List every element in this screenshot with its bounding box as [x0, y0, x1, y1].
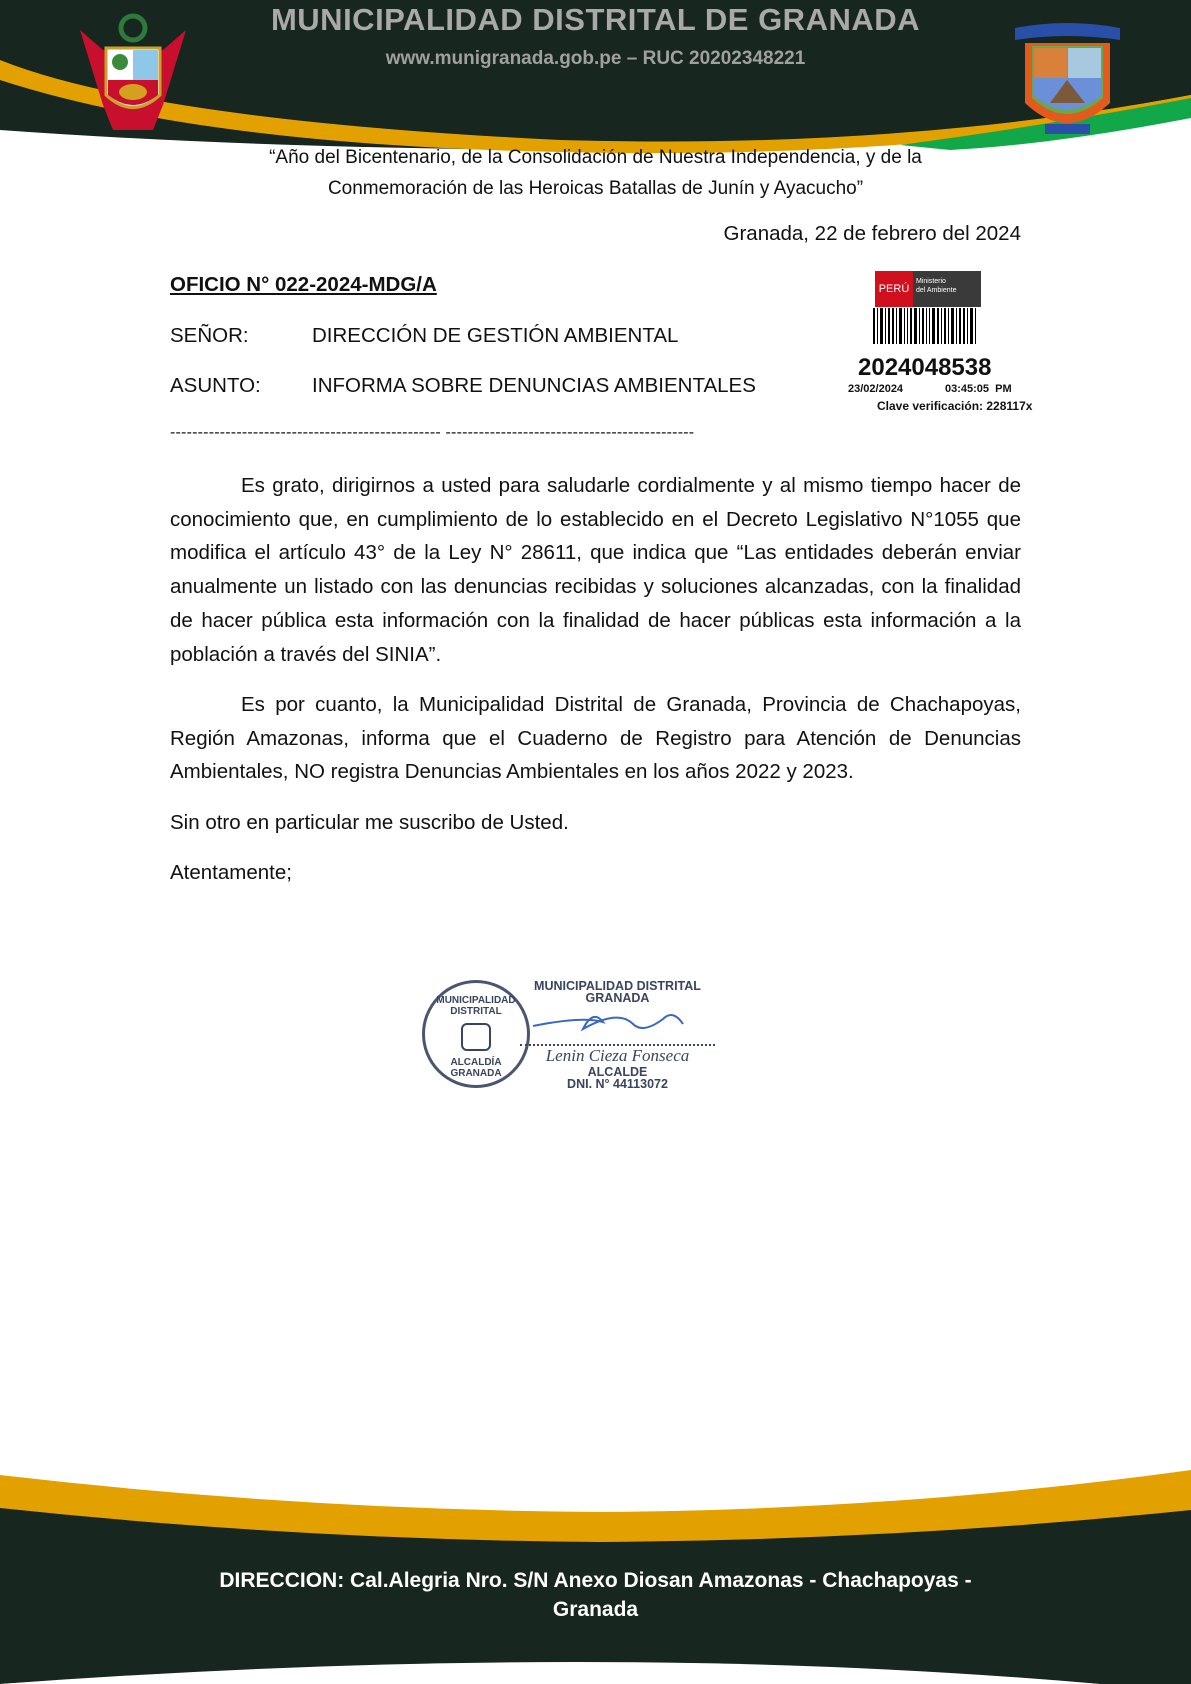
recipient-label: SEÑOR:	[170, 324, 249, 347]
footer-address	[0, 1566, 1191, 1624]
barcode-bar	[904, 308, 905, 344]
year-motto	[0, 142, 1191, 204]
registry-time: 03:45:05 PM	[945, 383, 1012, 395]
barcode-bar	[959, 308, 961, 344]
barcode-bar	[932, 308, 935, 344]
signatory-title: ALCALDE	[587, 1065, 648, 1079]
barcode-bar	[880, 308, 883, 344]
signature-org: MUNICIPALIDAD DISTRITAL	[534, 979, 701, 993]
registry-number: 2024048538	[858, 354, 992, 381]
header-title: MUNICIPALIDAD DISTRITAL DE GRANADA	[270, 2, 921, 37]
signatory-name: Lenin Cieza Fonseca	[520, 1044, 715, 1066]
salutation: Atentamente;	[170, 861, 292, 884]
ministry-logo	[875, 271, 981, 307]
motto-line-2: Conmemoración de las Heroicas Batallas de Junín y Ayacucho”	[327, 178, 864, 199]
signature-org-2: GRANADA	[585, 991, 650, 1005]
official-seal	[422, 980, 530, 1088]
signatory-dni: DNI. N° 44113072	[567, 1077, 668, 1091]
barcode-bar	[877, 308, 878, 344]
barcode-bar	[970, 308, 973, 344]
signature-block	[520, 980, 715, 1090]
barcode-bar	[941, 308, 942, 344]
seal-ring-text: MUNICIPALIDAD DISTRITAL	[436, 995, 516, 1017]
subject-label: ASUNTO:	[170, 374, 261, 397]
barcode-bar	[873, 308, 875, 344]
address-line-1: DIRECCION: Cal.Alegria Nro. S/N Anexo Diosan Amazonas - Chachapoyas -	[219, 1569, 972, 1592]
handwritten-signature	[523, 1004, 713, 1042]
barcode-bar	[919, 308, 920, 344]
body-paragraph-2: Es por cuanto, la Municipalidad Distrital de Granada, Provincia de Chachapoyas, Región Amazonas, informa que el Cuaderno de Registro para Atención de Denuncias Ambientales, NO registra Denuncias Ambientales en los años 2022 y 2023.	[170, 693, 1021, 784]
barcode-bar	[948, 308, 949, 344]
body-paragraph-1: Es grato, dirigirnos a usted para saludarle cordialmente y al mismo tiempo hacer de conocimiento que, en cumplimiento de lo establecido en el Decreto Legislativo N°1055 que modifica el artículo 43° de la Ley N° 28611, que indica que “Las entidades deberán enviar anualmente un listado con las denuncias recibidas y soluciones alcanzadas, con la finalidad de hacer pública esta información con la finalidad de hacer públicas esta información a la población a través del SINIA”.	[170, 474, 1021, 666]
barcode-bar	[926, 308, 927, 344]
barcode-bar	[899, 308, 902, 344]
subject-value: INFORMA SOBRE DENUNCIAS AMBIENTALES	[312, 374, 756, 397]
barcode-bar	[944, 308, 946, 344]
ministry-line-1: Ministerio	[916, 278, 946, 285]
verification-code: Clave verificación: 228117x	[877, 399, 1033, 413]
registry-date: 23/02/2024	[848, 383, 904, 395]
barcode-bar	[892, 308, 894, 344]
barcode	[873, 308, 999, 349]
peru-label: PERÚ	[875, 271, 913, 307]
barcode-bar	[937, 308, 939, 344]
barcode-bar	[888, 308, 890, 344]
barcode-bar	[907, 308, 908, 344]
closing-line: Sin otro en particular me suscribo de Usted.	[170, 811, 569, 834]
barcode-bar	[975, 308, 976, 344]
motto-line-1: “Año del Bicentenario, de la Consolidación de Nuestra Independencia, y de la	[269, 147, 922, 168]
barcode-bar	[951, 308, 954, 344]
barcode-bar	[922, 308, 924, 344]
oficio-number: OFICIO N° 022-2024-MDG/A	[170, 273, 437, 296]
separator-line: ------------------------------------------------- ---------------------------------------------	[170, 424, 695, 441]
barcode-bar	[963, 308, 965, 344]
seal-bottom-text: GRANADA	[450, 1068, 502, 1079]
header-subtitle: www.munigranada.gob.pe – RUC 20202348221	[385, 48, 806, 69]
barcode-bar	[896, 308, 897, 344]
barcode-bar	[956, 308, 957, 344]
barcode-bar	[967, 308, 968, 344]
recipient-value: DIRECCIÓN DE GESTIÓN AMBIENTAL	[312, 324, 679, 347]
barcode-bar	[885, 308, 886, 344]
barcode-bar	[929, 308, 930, 344]
seal-center-text: ALCALDÍA	[450, 1057, 502, 1068]
ministry-line-2: del Ambiente	[916, 287, 957, 294]
barcode-bar	[910, 308, 912, 344]
barcode-bar	[914, 308, 917, 344]
document-date: Granada, 22 de febrero del 2024	[723, 222, 1021, 245]
address-line-2: Granada	[552, 1598, 639, 1621]
